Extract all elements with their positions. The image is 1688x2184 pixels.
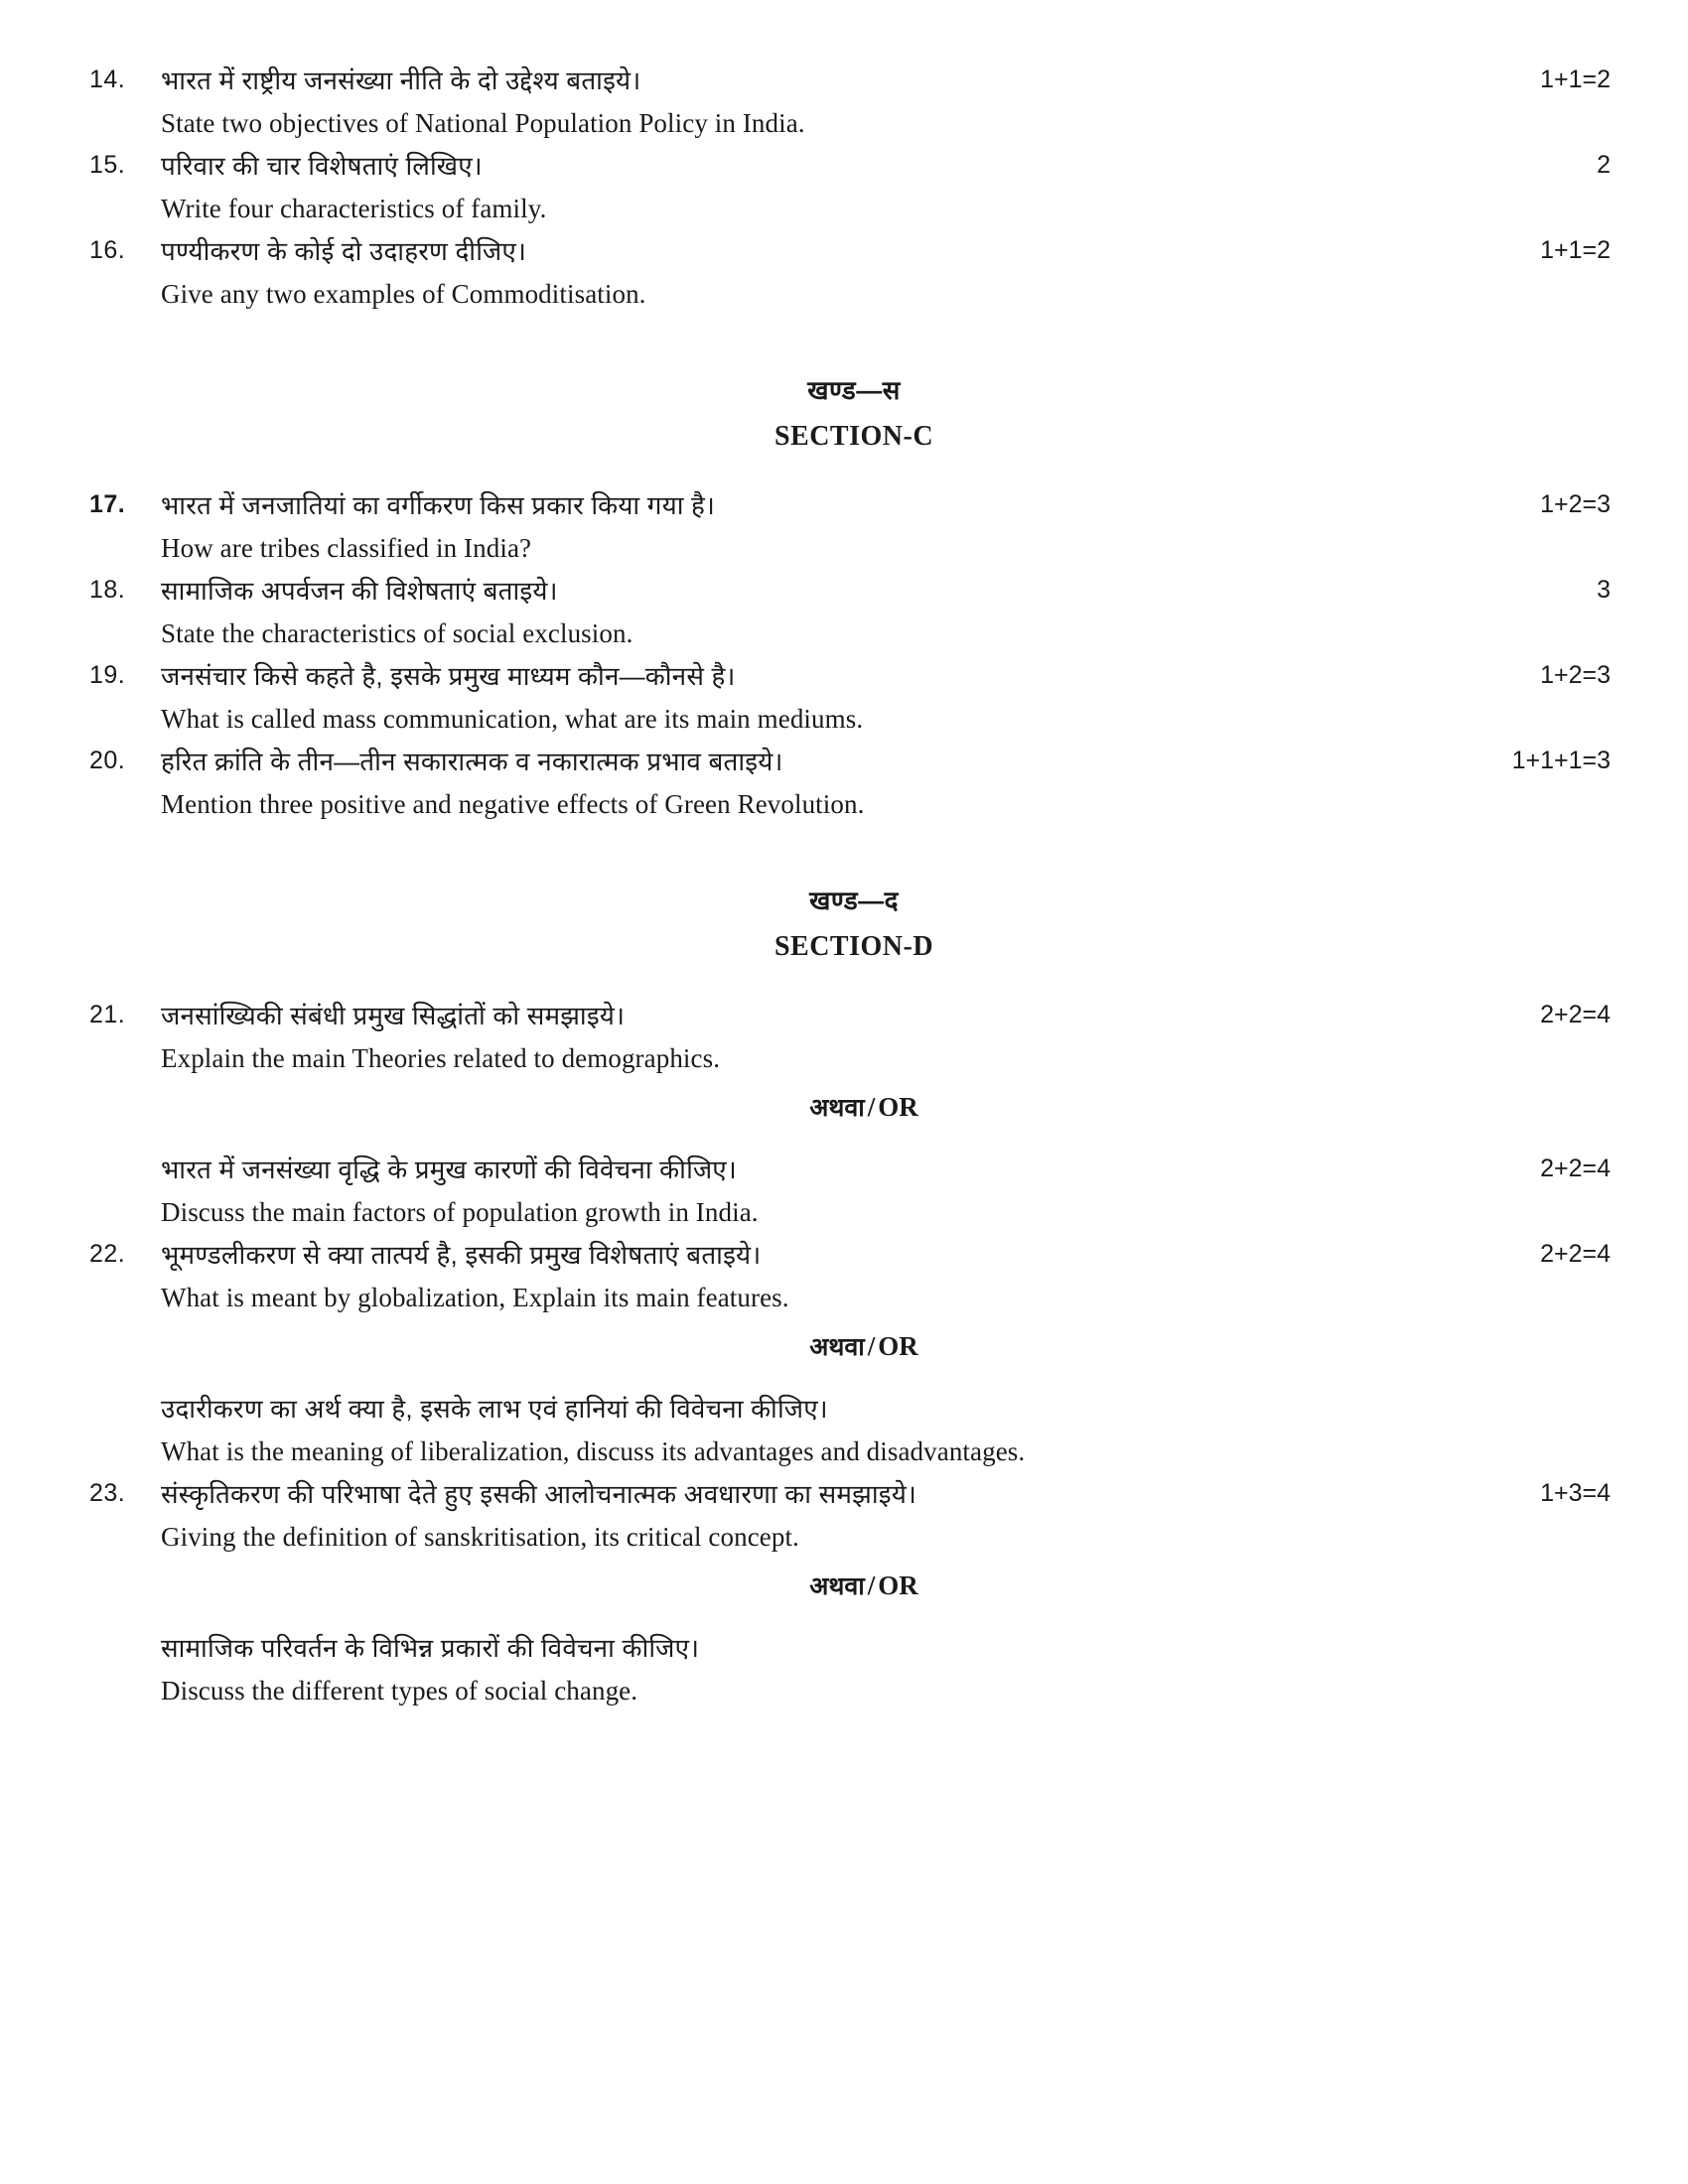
- section-spacer: [89, 971, 1618, 995]
- or-divider: [89, 1080, 1618, 1139]
- section-heading-hindi: खण्ड—द: [809, 886, 899, 915]
- or-divider-english: OR: [878, 1092, 918, 1122]
- question-text-hindi: उदारीकरण का अर्थ क्या है, इसके लाभ एवं हानियां की विवेचना कीजिए।: [161, 1394, 828, 1424]
- section-spacer: [89, 461, 1618, 484]
- question-text-hindi: सामाजिक परिवर्तन के विभिन्न प्रकारों की विवेचना कीजिए।: [161, 1633, 700, 1663]
- question-number-placeholder: [89, 1149, 161, 1188]
- question-text-english: Mention three positive and negative effects of Green Revolution.: [161, 789, 865, 819]
- question-item: [89, 655, 1618, 741]
- section-heading-hindi: खण्ड—स: [807, 375, 901, 405]
- question-text: [161, 655, 1422, 741]
- question-text-english: Giving the definition of sanskritisation, its critical concept.: [161, 1522, 799, 1552]
- question-text: [161, 230, 1422, 316]
- question-text-english: Discuss the different types of social change.: [161, 1676, 638, 1706]
- alternative-spacer: [89, 1617, 1618, 1627]
- or-divider-hindi: अथवा: [809, 1094, 865, 1122]
- question-text-english: How are tribes classified in India?: [161, 533, 532, 563]
- question-item: [89, 145, 1618, 230]
- question-text-english: Discuss the main factors of population growth in India.: [161, 1197, 759, 1227]
- question-marks: 2: [1597, 151, 1611, 179]
- question-item: [89, 1473, 1618, 1559]
- question-text-english: What is meant by globalization, Explain its main features.: [161, 1283, 789, 1312]
- question-item: [89, 484, 1618, 570]
- section-heading-english: SECTION-D: [774, 931, 934, 962]
- section-spacer: [89, 826, 1618, 878]
- question-text: [161, 60, 1422, 145]
- question-text-hindi: भारत में जनजातियां का वर्गीकरण किस प्रकार किया गया है।: [161, 490, 716, 520]
- question-number: 22.: [89, 1240, 126, 1268]
- or-divider: [89, 1559, 1618, 1617]
- question-text: [161, 484, 1422, 570]
- section-heading-section-c: [89, 367, 1618, 461]
- question-number: 23.: [89, 1479, 126, 1507]
- question-text-hindi: जनसंचार किसे कहते है, इसके प्रमुख माध्यम कौन—कौनसे है।: [161, 661, 736, 691]
- or-divider-separator: /: [867, 1092, 876, 1122]
- question-marks: 1+2=3: [1540, 490, 1611, 518]
- question-item: [89, 995, 1618, 1080]
- question-text-english: Write four characteristics of family.: [161, 194, 547, 223]
- question-text-english: State two objectives of National Population Policy in India.: [161, 108, 805, 138]
- question-number: 19.: [89, 661, 126, 689]
- question-list: [89, 60, 1618, 1712]
- question-text-hindi: हरित क्रांति के तीन—तीन सकारात्मक व नकारात्मक प्रभाव बताइये।: [161, 747, 783, 776]
- question-item: [89, 1234, 1618, 1319]
- question-text: [161, 995, 1422, 1080]
- question-text-hindi: जनसांख्यिकी संबंधी प्रमुख सिद्धांतों को समझाइये।: [161, 1001, 626, 1030]
- question-text-hindi: भारत में राष्ट्रीय जनसंख्या नीति के दो उद्देश्य बताइये।: [161, 66, 641, 95]
- question-text-english: Explain the main Theories related to demographics.: [161, 1043, 721, 1073]
- or-divider-separator: /: [867, 1570, 876, 1600]
- question-alternative: [89, 1388, 1618, 1473]
- question-number: 16.: [89, 236, 126, 264]
- question-text-hindi: भूमण्डलीकरण से क्या तात्पर्य है, इसकी प्रमुख विशेषताएं बताइये।: [161, 1240, 762, 1270]
- question-text: [161, 1627, 1422, 1712]
- question-marks: 1+1+1=3: [1511, 747, 1611, 774]
- question-marks: 1+3=4: [1540, 1479, 1611, 1507]
- question-text-hindi: सामाजिक अपर्वजन की विशेषताएं बताइये।: [161, 576, 558, 606]
- question-number: 15.: [89, 151, 126, 179]
- question-marks: 2+2=4: [1540, 1155, 1611, 1182]
- question-marks: 1+2=3: [1540, 661, 1611, 689]
- question-item: [89, 741, 1618, 826]
- question-number: 14.: [89, 66, 126, 93]
- or-divider-english: OR: [878, 1331, 918, 1361]
- question-number: 20.: [89, 747, 126, 774]
- question-text-hindi: परिवार की चार विशेषताएं लिखिए।: [161, 151, 483, 181]
- or-divider: [89, 1319, 1618, 1378]
- question-text: [161, 570, 1422, 655]
- or-divider-hindi: अथवा: [809, 1572, 865, 1600]
- question-number-placeholder: [89, 1388, 161, 1428]
- question-marks: 1+1=2: [1540, 236, 1611, 264]
- question-text-english: Give any two examples of Commoditisation.: [161, 279, 646, 309]
- question-marks: 2+2=4: [1540, 1240, 1611, 1268]
- question-number: 18.: [89, 576, 126, 604]
- or-divider-hindi: अथवा: [809, 1333, 865, 1361]
- question-text: [161, 1234, 1422, 1319]
- section-heading-section-d: [89, 878, 1618, 971]
- question-text: [161, 145, 1422, 230]
- question-text-english: What is the meaning of liberalization, discuss its advantages and disadvantages.: [161, 1436, 1026, 1466]
- question-item: [89, 60, 1618, 145]
- question-text-english: What is called mass communication, what are its main mediums.: [161, 704, 864, 734]
- question-number: 21.: [89, 1001, 126, 1028]
- question-item: [89, 230, 1618, 316]
- question-number: 17.: [89, 490, 126, 518]
- question-text: [161, 1388, 1422, 1473]
- question-marks: 2+2=4: [1540, 1001, 1611, 1028]
- question-text-hindi: भारत में जनसंख्या वृद्धि के प्रमुख कारणों की विवेचना कीजिए।: [161, 1155, 737, 1184]
- question-alternative: [89, 1627, 1618, 1712]
- question-text: [161, 741, 1422, 826]
- question-marks: 3: [1597, 576, 1611, 604]
- question-text-english: State the characteristics of social exclusion.: [161, 618, 633, 648]
- question-alternative: [89, 1149, 1618, 1234]
- or-divider-english: OR: [878, 1570, 918, 1600]
- question-text-hindi: पण्यीकरण के कोई दो उदाहरण दीजिए।: [161, 236, 527, 266]
- question-text: [161, 1473, 1422, 1559]
- question-marks: 1+1=2: [1540, 66, 1611, 93]
- question-text: [161, 1149, 1422, 1234]
- section-heading-english: SECTION-C: [774, 421, 934, 452]
- question-text-hindi: संस्कृतिकरण की परिभाषा देते हुए इसकी आलोचनात्मक अवधारणा का समझाइये।: [161, 1479, 917, 1509]
- alternative-spacer: [89, 1378, 1618, 1388]
- question-item: [89, 570, 1618, 655]
- or-divider-separator: /: [867, 1331, 876, 1361]
- question-number-placeholder: [89, 1627, 161, 1667]
- section-spacer: [89, 316, 1618, 367]
- alternative-spacer: [89, 1139, 1618, 1149]
